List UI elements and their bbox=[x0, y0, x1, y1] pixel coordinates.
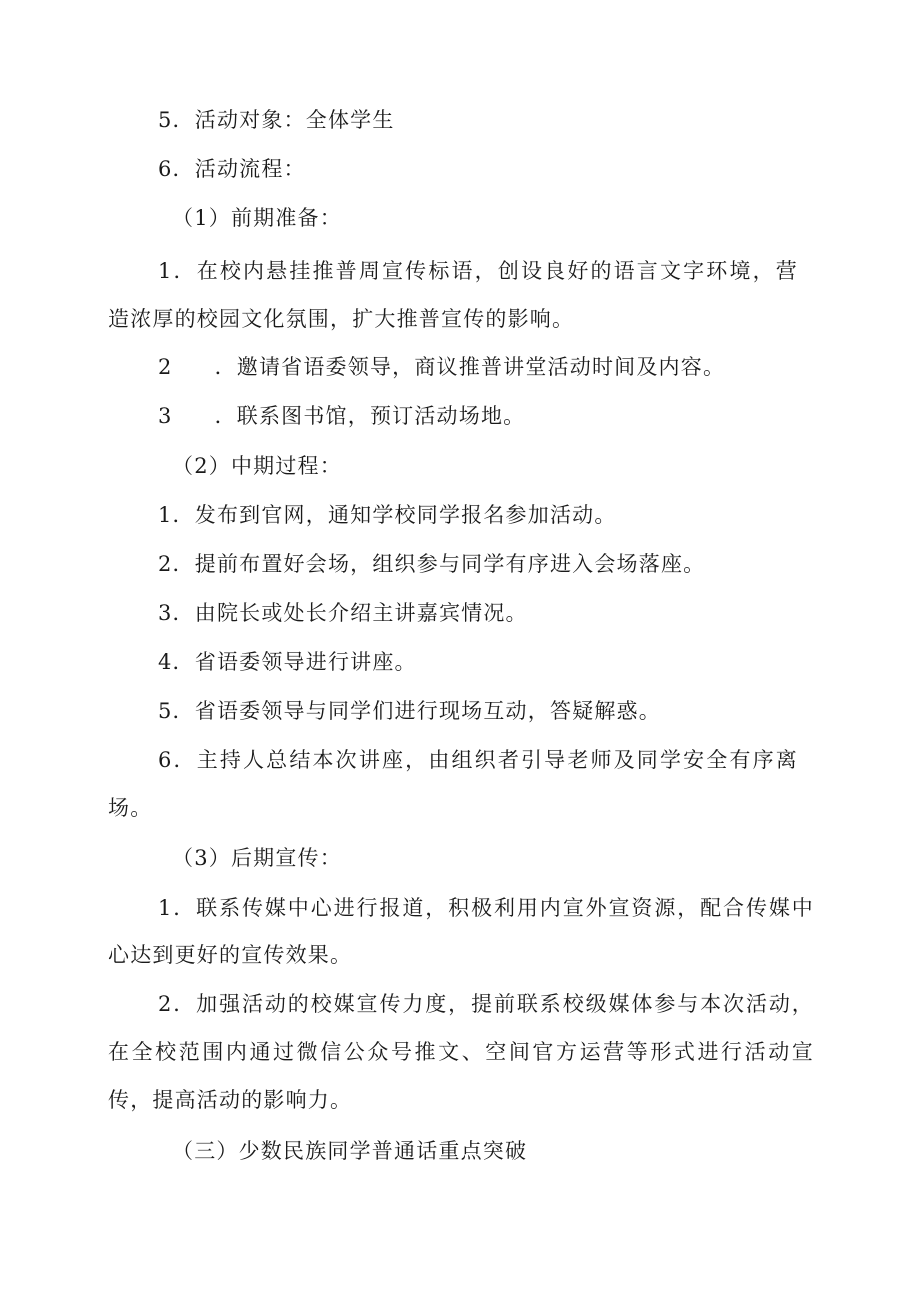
paragraph-prep-item-2 bbox=[158, 354, 725, 380]
heading-preparation: （1）前期准备： bbox=[172, 206, 342, 230]
item-number: 3 bbox=[158, 404, 173, 428]
paragraph-mid-item-1: 1．发布到官网，通知学校同学报名参加活动。 bbox=[158, 503, 617, 527]
paragraph-mid-item-4: 4．省语委领导进行讲座。 bbox=[158, 650, 417, 674]
paragraph-mid-item-5: 5．省语委领导与同学们进行现场互动，答疑解惑。 bbox=[158, 699, 661, 723]
paragraph-mid-item-3: 3．由院长或处长介绍主讲嘉宾情况。 bbox=[158, 601, 528, 625]
paragraph-prep-item-1-line-2: 造浓厚的校园文化氛围，扩大推普宣传的影响。 bbox=[108, 307, 575, 331]
item-text: ．联系图书馆，预订活动场地。 bbox=[214, 404, 526, 428]
heading-post-publicity: （3）后期宣传： bbox=[172, 846, 342, 870]
paragraph-mid-item-6-line-2: 场。 bbox=[108, 796, 153, 820]
paragraph-post-item-2-line-1: 2．加强活动的校媒宣传力度，提前联系校级媒体参与本次活动， bbox=[158, 992, 814, 1016]
paragraph-post-item-2-line-3: 传，提高活动的影响力。 bbox=[108, 1088, 353, 1112]
paragraph-prep-item-3 bbox=[158, 403, 525, 429]
item-text: ．邀请省语委领导，商议推普讲堂活动时间及内容。 bbox=[214, 355, 726, 379]
paragraph-prep-item-1-line-1: 1．在校内悬挂推普周宣传标语，创设良好的语言文字环境，营 bbox=[158, 259, 798, 283]
section-heading-minority-mandarin: （三）少数民族同学普通话重点突破 bbox=[172, 1139, 528, 1163]
paragraph-mid-item-6-line-1: 6．主持人总结本次讲座，由组织者引导老师及同学安全有序离 bbox=[158, 748, 798, 772]
paragraph-post-item-1-line-1: 1．联系传媒中心进行报道，积极利用内宣外宣资源，配合传媒中 bbox=[158, 896, 814, 920]
heading-mid-process: （2）中期过程： bbox=[172, 454, 342, 478]
paragraph-activity-process: 6．活动流程： bbox=[158, 157, 306, 181]
paragraph-mid-item-2: 2．提前布置好会场，组织参与同学有序进入会场落座。 bbox=[158, 552, 706, 576]
paragraph-post-item-1-line-2: 心达到更好的宣传效果。 bbox=[108, 943, 353, 967]
paragraph-activity-target: 5．活动对象：全体学生 bbox=[158, 108, 395, 132]
item-number: 2 bbox=[158, 355, 173, 379]
paragraph-post-item-2-line-2: 在全校范围内通过微信公众号推文、空间官方运营等形式进行活动宣 bbox=[108, 1040, 814, 1064]
